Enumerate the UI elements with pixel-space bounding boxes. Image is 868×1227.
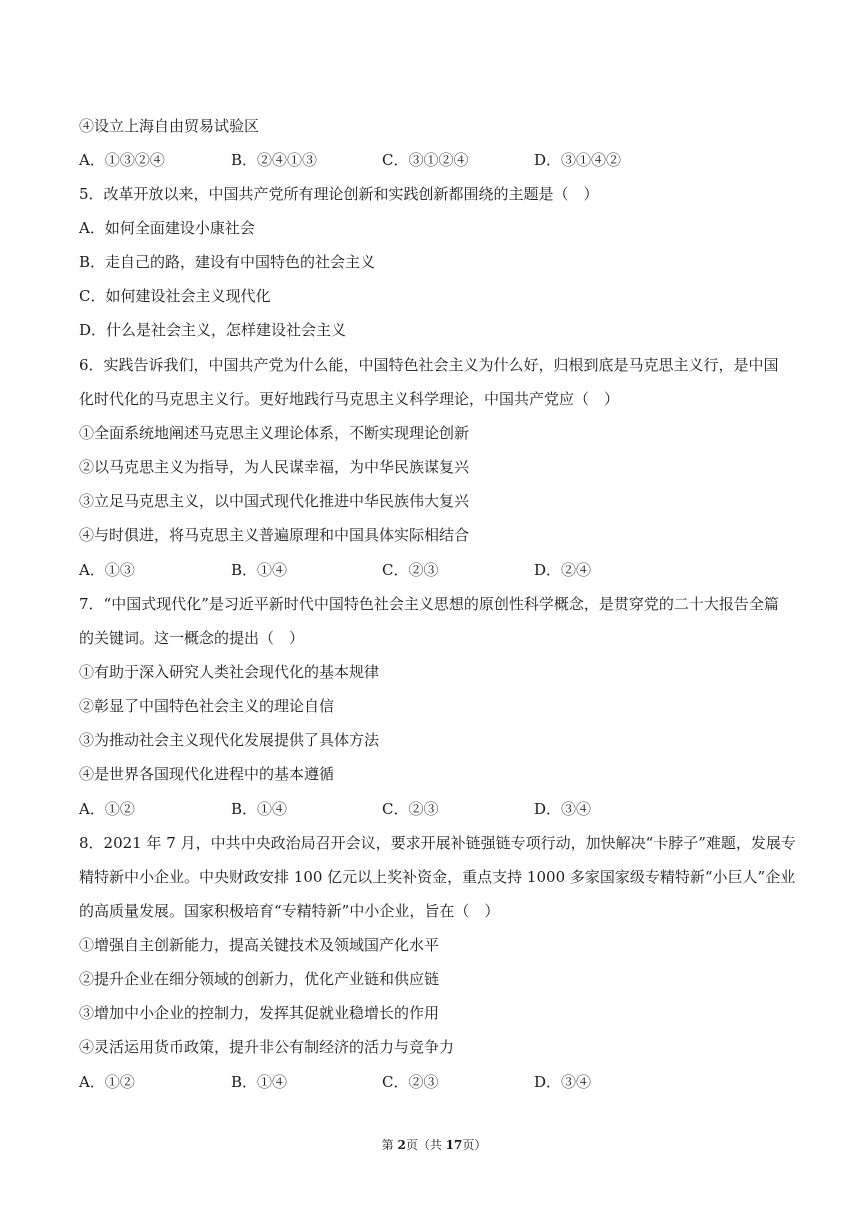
q8-statement-2: ②提升企业在细分领域的创新力，优化产业链和供应链 [79, 970, 440, 988]
footer-suffix: 页） [462, 1138, 487, 1152]
q7-option-c: C．②③ [382, 800, 439, 818]
footer-mid: 页（共 [405, 1138, 446, 1152]
q8-option-a: A．①② [79, 1073, 135, 1091]
q6-option-d: D．②④ [534, 561, 592, 579]
q7-statement-2: ②彰显了中国特色社会主义的理论自信 [79, 697, 335, 715]
q4-option-b: B．②④①③ [231, 151, 318, 169]
q8-statement-3: ③增加中小企业的控制力，发挥其促就业稳增长的作用 [79, 1004, 440, 1022]
q6-stem-line2: 化时代化的马克思主义行。更好地践行马克思主义科学理论，中国共产党应（ ） [79, 390, 620, 408]
q7-option-d: D．③④ [534, 800, 592, 818]
q6-statement-1: ①全面系统地阐述马克思主义理论体系，不断实现理论创新 [79, 424, 470, 442]
q6-statement-4: ④与时俱进，将马克思主义普遍原理和中国具体实际相结合 [79, 526, 470, 544]
q4-statement-4: ④设立上海自由贸易试验区 [79, 117, 260, 135]
q4-option-c: C．③①②④ [382, 151, 469, 169]
q8-statement-1: ①增强自主创新能力，提高关键技术及领域国产化水平 [79, 936, 440, 954]
q5-choice-c: C．如何建设社会主义现代化 [79, 287, 271, 305]
q6-option-a: A．①③ [79, 561, 135, 579]
q7-statement-3: ③为推动社会主义现代化发展提供了具体方法 [79, 731, 380, 749]
footer-total-pages: 17 [445, 1138, 463, 1152]
q6-stem-line1: 6．实践告诉我们，中国共产党为什么能，中国特色社会主义为什么好，归根到底是马克思主义行，是中国 [79, 356, 779, 374]
page-footer [0, 1137, 868, 1153]
q8-option-c: C．②③ [382, 1073, 439, 1091]
q7-stem-line2: 的关键词。这一概念的提出（ ） [79, 629, 305, 647]
q8-stem-line2: 精特新中小企业。中央财政安排 100 亿元以上奖补资金，重点支持 1000 多家国家级专精特新“小巨人”企业 [79, 868, 796, 886]
q5-stem: 5．改革开放以来，中国共产党所有理论创新和实践创新都围绕的主题是（ ） [79, 185, 599, 203]
q4-option-d: D．③①④② [534, 151, 622, 169]
q7-stem-line1: 7．“中国式现代化”是习近平新时代中国特色社会主义思想的原创性科学概念，是贯穿党的二十大报告全篇 [79, 595, 779, 613]
q7-statement-1: ①有助于深入研究人类社会现代化的基本规律 [79, 663, 380, 681]
q7-options [79, 799, 799, 819]
q4-options [79, 150, 799, 170]
q4-option-a: A．①③②④ [79, 151, 165, 169]
q6-option-b: B．①④ [231, 561, 288, 579]
footer-page-number: 2 [397, 1138, 406, 1152]
q6-options [79, 560, 799, 580]
q8-stem-line3: 的高质量发展。国家积极培育“专精特新”中小企业，旨在（ ） [79, 902, 500, 920]
q7-option-a: A．①② [79, 800, 135, 818]
q7-option-b: B．①④ [231, 800, 288, 818]
q6-option-c: C．②③ [382, 561, 439, 579]
q6-statement-2: ②以马克思主义为指导，为人民谋幸福，为中华民族谋复兴 [79, 458, 470, 476]
q5-choice-a: A．如何全面建设小康社会 [79, 219, 255, 237]
q8-options [79, 1072, 799, 1092]
q5-choice-b: B．走自己的路，建设有中国特色的社会主义 [79, 253, 376, 271]
q7-statement-4: ④是世界各国现代化进程中的基本遵循 [79, 765, 335, 783]
q8-option-d: D．③④ [534, 1073, 592, 1091]
footer-prefix: 第 [381, 1138, 398, 1152]
q5-choice-d: D．什么是社会主义，怎样建设社会主义 [79, 321, 347, 339]
q8-statement-4: ④灵活运用货币政策，提升非公有制经济的活力与竞争力 [79, 1038, 455, 1056]
q8-stem-line1: 8．2021 年 7 月，中共中央政治局召开会议，要求开展补链强链专项行动，加快解决“卡脖子”难题，发展专 [79, 834, 796, 852]
q6-statement-3: ③立足马克思主义，以中国式现代化推进中华民族伟大复兴 [79, 492, 470, 510]
q8-option-b: B．①④ [231, 1073, 288, 1091]
